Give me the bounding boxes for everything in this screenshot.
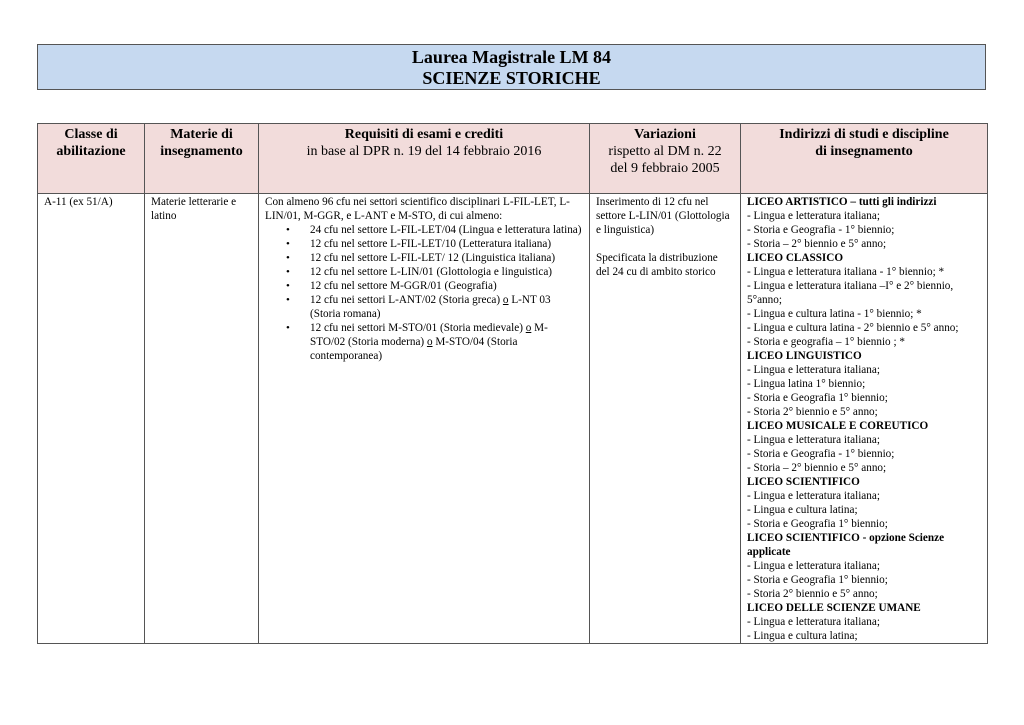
cell-materie: Materie letterarie e latino: [145, 194, 259, 644]
list-item: - Lingua e cultura latina - 1° biennio; *: [747, 308, 922, 320]
header-materie-line1: Materie di: [170, 127, 233, 142]
cell-requisiti: [259, 194, 590, 644]
header-materie-line2: insegnamento: [160, 144, 243, 159]
requirements-table: [37, 123, 988, 644]
header-requisiti-line2: in base al DPR n. 19 del 14 febbraio 2016: [306, 144, 542, 159]
header-classe-line1: Classe di: [64, 127, 118, 142]
list-item: • 24 cfu nel settore L-FIL-LET/04 (Lingua e letteratura latina): [310, 223, 583, 237]
variazioni-paragraph-1: Inserimento di 12 cfu nel settore L-LIN/01 (Glottologia e linguistica): [596, 196, 730, 236]
cell-classe: A-11 (ex 51/A): [38, 194, 145, 644]
list-item: • 12 cfu nel settore L-FIL-LET/10 (Letteratura italiana): [310, 237, 583, 251]
table-header-row: [38, 124, 988, 194]
variazioni-paragraph-2: Specificata la distribuzione del 24 cu di ambito storico: [596, 252, 718, 278]
list-item: - Storia 2° biennio e 5° anno;: [747, 588, 878, 600]
header-classe: [38, 124, 145, 194]
indirizzo-heading: LICEO DELLE SCIENZE UMANE: [747, 602, 921, 614]
indirizzo-heading: LICEO SCIENTIFICO: [747, 476, 860, 488]
indirizzo-heading: LICEO LINGUISTICO: [747, 350, 862, 362]
list-item: - Lingua e letteratura italiana;: [747, 490, 880, 502]
indirizzi-list: [747, 195, 981, 643]
cell-indirizzi: [741, 194, 988, 644]
list-item: - Storia e Geografia 1° biennio;: [747, 392, 888, 404]
list-item: • 12 cfu nel settore L-LIN/01 (Glottologia e linguistica): [310, 265, 583, 279]
header-materie: [145, 124, 259, 194]
list-item: - Lingua e letteratura italiana –I° e 2° biennio, 5°anno;: [747, 280, 954, 306]
list-item: - Storia e Geografia 1° biennio;: [747, 518, 888, 530]
indirizzo-heading: LICEO CLASSICO: [747, 252, 844, 264]
req7-or-2: o: [426, 336, 433, 348]
list-item: - Storia e Geografia - 1° biennio;: [747, 448, 895, 460]
title-line-1: Laurea Magistrale LM 84: [411, 47, 612, 67]
req7-part-b: M-STO/02 (Storia moderna): [310, 322, 548, 348]
cell-variazioni: [590, 194, 741, 644]
list-item: - Lingua e letteratura italiana;: [747, 364, 880, 376]
document-title: [37, 44, 986, 90]
list-item: - Lingua e letteratura italiana;: [747, 434, 880, 446]
list-item: - Lingua e letteratura italiana;: [747, 616, 880, 628]
req6-part-a: 12 cfu nei settori L-ANT/02 (Storia greca): [310, 294, 503, 306]
indirizzo-heading: LICEO SCIENTIFICO - opzione Scienze applicate: [747, 532, 945, 558]
header-classe-line2: abilitazione: [56, 144, 126, 159]
list-item: - Storia – 2° biennio e 5° anno;: [747, 238, 887, 250]
list-item: - Storia e Geografia - 1° biennio;: [747, 224, 895, 236]
req7-part-c: M-STO/04 (Storia contemporanea): [310, 336, 518, 362]
list-item: - Lingua latina 1° biennio;: [747, 378, 866, 390]
header-variazioni-line3: del 9 febbraio 2005: [610, 161, 720, 176]
list-item: - Lingua e letteratura italiana;: [747, 560, 880, 572]
header-indirizzi-line2: di insegnamento: [815, 144, 913, 159]
title-line-2: SCIENZE STORICHE: [422, 68, 601, 88]
list-item: - Lingua e cultura latina - 2° biennio e 5° anno;: [747, 322, 959, 334]
header-variazioni: [590, 124, 741, 194]
requisiti-list: [265, 223, 583, 363]
header-requisiti: [259, 124, 590, 194]
header-indirizzi-line1: Indirizzi di studi e discipline: [779, 127, 949, 142]
list-item: [310, 321, 583, 363]
list-item: - Lingua e letteratura italiana - 1° biennio; *: [747, 266, 945, 278]
requisiti-intro: Con almeno 96 cfu nei settori scientifico disciplinari L-FIL-LET, L-LIN/01, M-GGR, e L-ANT e M-STO, di cui almeno:: [265, 196, 570, 222]
indirizzo-heading: LICEO MUSICALE E COREUTICO: [747, 420, 929, 432]
table-row: [38, 194, 988, 644]
list-item: - Storia – 2° biennio e 5° anno;: [747, 462, 887, 474]
list-item: - Lingua e cultura latina;: [747, 504, 858, 516]
list-item: - Storia e Geografia 1° biennio;: [747, 574, 888, 586]
req6-part-b: L-NT 03 (Storia romana): [310, 294, 551, 320]
list-item: • 12 cfu nel settore M-GGR/01 (Geografia): [310, 279, 583, 293]
header-variazioni-line2: rispetto al DM n. 22: [608, 144, 722, 159]
list-item: [310, 293, 583, 321]
req7-part-a: 12 cfu nei settori M-STO/01 (Storia medievale): [310, 322, 526, 334]
indirizzo-heading: LICEO ARTISTICO – tutti gli indirizzi: [747, 196, 937, 208]
list-item: • 12 cfu nel settore L-FIL-LET/ 12 (Linguistica italiana): [310, 251, 583, 265]
list-item: - Lingua e letteratura italiana;: [747, 210, 880, 222]
req6-or: o: [502, 294, 509, 306]
req7-or-1: o: [525, 322, 532, 334]
header-variazioni-line1: Variazioni: [634, 127, 696, 142]
list-item: - Storia 2° biennio e 5° anno;: [747, 406, 878, 418]
header-requisiti-line1: Requisiti di esami e crediti: [344, 127, 504, 142]
list-item: - Storia e geografia – 1° biennio ; *: [747, 336, 905, 348]
list-item: - Lingua e cultura latina;: [747, 630, 858, 642]
header-indirizzi: [741, 124, 988, 194]
